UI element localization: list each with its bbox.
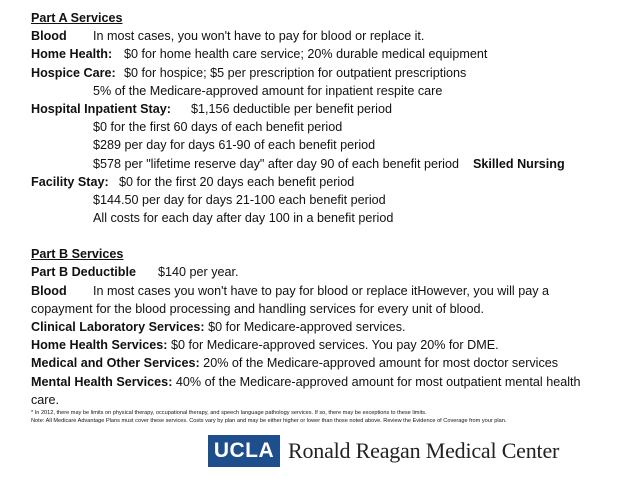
part-a-hospice-text-2: 5% of the Medicare-approved amount for inpatient respite care [93,83,443,98]
part-a-hospital-line-3: $289 per day for days 61-90 of each benefit period [93,138,376,153]
ucla-logo-box: UCLA [208,435,280,467]
part-a-facility-row-3 [31,209,631,227]
part-a-hospital-row-4 [31,155,631,173]
part-b-heading [31,245,631,263]
part-b-heading-text: Part B Services [31,247,124,262]
part-b-deductible-label: Part B Deductible [31,265,136,280]
part-b-home-health-label: Home Health Services: [31,338,168,353]
part-a-hospice-text: $0 for hospice; $5 per prescription for outpatient prescriptions [124,65,467,80]
part-a-hospice-row-2 [31,82,631,100]
part-a-heading [31,9,631,27]
part-a-blood-row [31,27,631,45]
part-a-home-health-row [31,45,631,63]
slide-content [31,9,631,425]
footnote-advantage-plans: Note: All Medicare Advantage Plans must cover these services. Costs vary by plan and may be either higher or lower than those noted above. Review the Evidence of Coverage from your plan. [31,418,507,425]
part-a-facility-label: Facility Stay: [31,174,109,189]
part-b-mental-text-2: care. [31,392,59,407]
part-a-hospital-line-4: $578 per "lifetime reserve day" after day 90 of each benefit period [93,156,459,171]
part-b-medical-text: 20% of the Medicare-approved amount for most doctor services [199,356,559,371]
part-a-hospital-text: $1,156 deductible per benefit period [191,101,392,116]
part-a-facility-line-3: All costs for each day after day 100 in a benefit period [93,211,394,226]
part-a-hospice-label: Hospice Care: [31,65,116,80]
part-b-mental-label: Mental Health Services: [31,374,173,389]
medical-center-name: Ronald Reagan Medical Center [288,438,560,463]
part-a-home-health-label: Home Health: [31,47,113,62]
part-a-hospital-label: Hospital Inpatient Stay: [31,101,171,116]
part-b-clinical-label: Clinical Laboratory Services: [31,320,205,334]
part-b-home-health-text: $0 for Medicare-approved services. You pay 20% for DME. [167,338,499,353]
part-b-clinical-row [31,318,631,336]
part-b-mental-row [31,373,631,391]
ucla-logo [208,435,559,467]
part-b-home-health-row [31,336,631,354]
part-a-hospital-row-2 [31,118,631,136]
part-a-hospice-row [31,64,631,82]
footnote-limits: * In 2012, there may be limits on physical therapy, occupational therapy, and speech language pathology services. If so, there may be exceptions to these limits. [31,409,427,416]
part-b-blood-row [31,282,631,300]
part-a-heading-text: Part A Services [31,11,123,25]
part-b-medical-label: Medical and Other Services: [31,356,200,371]
part-b-medical-row [31,354,631,372]
part-a-blood-label: Blood [31,29,67,44]
part-b-blood-text: In most cases you won't have to pay for blood or replace itHowever, you will pay a [93,283,550,298]
part-b-blood-text-2: copayment for the blood processing and handling services for every unit of blood. [31,301,484,316]
part-b-blood-label: Blood [31,283,67,298]
part-a-blood-text: In most cases, you won't have to pay for blood or replace it. [93,29,425,44]
part-b-mental-text: 40% of the Medicare-approved amount for most outpatient mental health [172,374,581,389]
part-b-deductible-text: $140 per year. [158,265,239,280]
part-a-hospital-line-2: $0 for the first 60 days of each benefit period [93,120,343,135]
part-b-mental-row-2 [31,391,631,409]
part-a-facility-row [31,173,631,191]
part-b-clinical-text: $0 for Medicare-approved services. [204,320,406,334]
part-b-blood-row-2 [31,300,631,318]
part-a-facility-line-2: $144.50 per day for days 21-100 each benefit period [93,192,386,207]
part-b-deductible-row [31,263,631,281]
part-a-skilled-nursing-label: Skilled Nursing [472,156,565,171]
part-a-home-health-text: $0 for home health care service; 20% durable medical equipment [124,47,488,62]
section-spacer [31,227,631,245]
part-a-hospital-row-3 [31,136,631,154]
part-a-facility-row-2 [31,191,631,209]
part-a-hospital-row [31,100,631,118]
part-a-facility-text: $0 for the first 20 days each benefit period [119,174,355,189]
